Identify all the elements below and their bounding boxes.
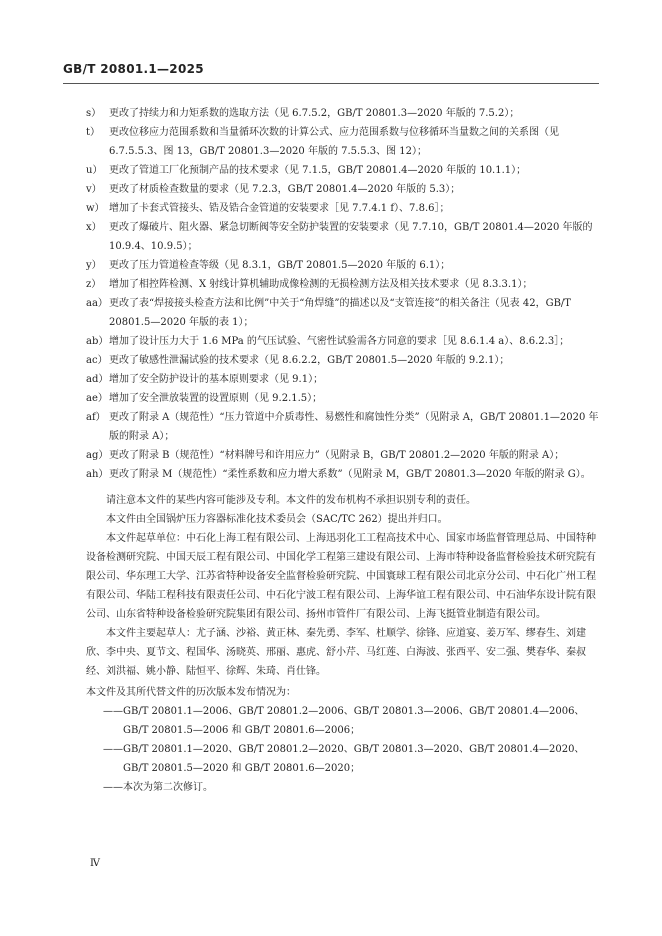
change-marker: aa） <box>86 298 108 309</box>
change-item <box>86 218 600 256</box>
change-marker: x） <box>86 222 102 233</box>
change-text: 更改了持续力和力矩系数的选取方法（见 6.7.5.2，GB/T 20801.3—2020 年版的 7.5.2）； <box>109 108 520 119</box>
change-text: 增加了安全防护设计的基本原则要求（见 9.1）； <box>109 374 324 385</box>
standard-number-header: GB/T 20801.1—2025 <box>63 62 204 76</box>
change-marker: v） <box>86 184 102 195</box>
change-marker: ag） <box>86 450 109 461</box>
change-marker: w） <box>86 203 105 214</box>
change-item <box>86 446 600 465</box>
change-text: 更改了管道工厂化预制产品的技术要求（见 7.1.5，GB/T 20801.4—2020 年版的 10.1.1）； <box>109 165 527 176</box>
change-text: 更改了材质检查数量的要求（见 7.2.3，GB/T 20801.4—2020 年版的 5.3）； <box>109 184 461 195</box>
change-text: 增加了相控阵检测、X 射线计算机辅助成像检测的无损检测方法及相关技术要求（见 8.3.3.1）； <box>109 279 533 290</box>
change-marker: ah） <box>86 469 109 480</box>
change-item <box>86 256 600 275</box>
change-item <box>86 180 600 199</box>
change-text: 更改了表“焊接接头检查方法和比例”中关于“角焊缝”的描述以及“支管连接”的相关备注（见表 42，GB/T 20801.5—2020 年版的表 1）； <box>109 298 571 328</box>
change-text: 更改了爆破片、阻火器、紧急切断阀等安全防护装置的安装要求（见 7.7.10，GB/T 20801.4—2020 年版的 10.9.4、10.9.5）； <box>109 222 593 252</box>
version-history <box>63 683 600 797</box>
change-text: 更改了附录 M（规范性）“柔性系数和应力增大系数”（见附录 M，GB/T 20801.3—2020 年版的附录 G）。 <box>109 469 591 480</box>
patent-notice: 请注意本文件的某些内容可能涉及专利。本文件的发布机构不承担识别专利的责任。 <box>106 495 476 506</box>
change-marker: s） <box>86 108 102 119</box>
change-marker: t） <box>86 127 101 138</box>
change-item <box>86 351 600 370</box>
change-text: 更改了敏感性泄漏试验的技术要求（见 8.6.2.2，GB/T 20801.5—2020 年版的 9.2.1）； <box>109 355 510 366</box>
change-item <box>86 161 600 180</box>
change-marker: ad） <box>86 374 109 385</box>
history-entry: ——本次为第二次修订。 <box>103 782 213 793</box>
change-item <box>86 332 600 351</box>
change-text: 增加了卡套式管接头、锆及锆合金管道的安装要求［见 7.7.4.1 f）、7.8.6］； <box>109 203 450 214</box>
change-text: 更改了附录 A（规范性）“压力管道中介质毒性、易燃性和腐蚀性分类”（见附录 A，GB/T 20801.1—2020 年版的附录 A）； <box>109 412 599 442</box>
change-item <box>86 465 600 484</box>
change-item <box>86 123 600 161</box>
change-text: 增加了设计压力大于 1.6 MPa 的气压试验、气密性试验需各方同意的要求［见 8.6.1.4 a）、8.6.2.3］； <box>109 336 570 347</box>
change-list <box>86 104 600 484</box>
change-item <box>86 199 600 218</box>
history-entry: ——GB/T 20801.1—2020、GB/T 20801.2—2020、GB/T 20801.3—2020、GB/T 20801.4—2020、GB/T 20801.5—2020 和 GB/T 20801.6—2020； <box>103 744 585 774</box>
change-marker: ab） <box>86 336 109 347</box>
change-marker: af） <box>86 412 106 423</box>
change-text: 更改位移应力范围系数和当量循环次数的计算公式、应力范围系数与位移循环当量数之间的关系图（见 6.7.5.5.3、图 13，GB/T 20801.3—2020 年版的 7.5.5.3、图 12）； <box>109 127 559 157</box>
change-item <box>86 408 600 446</box>
change-item <box>86 294 600 332</box>
change-item <box>86 275 600 294</box>
change-marker: y） <box>86 260 102 271</box>
proposer-paragraph: 本文件由全国锅炉压力容器标准化技术委员会（SAC/TC 262）提出并归口。 <box>106 514 448 525</box>
change-marker: u） <box>86 165 103 176</box>
change-item <box>86 104 600 123</box>
page-number: Ⅳ <box>90 858 100 869</box>
change-text: 更改了附录 B（规范性）“材料牌号和许用应力”（见附录 B，GB/T 20801.2—2020 年版的附录 A）； <box>109 450 565 461</box>
change-marker: ae） <box>86 393 108 404</box>
change-text: 增加了安全泄放装置的设置原则（见 9.2.1.5）； <box>109 393 323 404</box>
change-item <box>86 389 600 408</box>
history-entry: ——GB/T 20801.1—2006、GB/T 20801.2—2006、GB/T 20801.3—2006、GB/T 20801.4—2006、GB/T 20801.5—2006 和 GB/T 20801.6—2006； <box>103 706 585 736</box>
history-intro: 本文件及其所代替文件的历次版本发布情况为： <box>86 687 296 698</box>
change-item <box>86 370 600 389</box>
drafters-paragraph: 本文件主要起草人：尤子涵、沙裕、黄正林、秦先勇、李军、杜顺学、徐锋、应道宴、姜万军、缪春生、刘建欣、李中央、夏节文、程国华、汤晓英、邢丽、惠虎、舒小芹、马红莲、白海波、张西平、安二强、樊春华、秦叔经、刘洪福、姚小静、陆恒平、徐辉、朱琦、肖仕锋。 <box>86 628 586 677</box>
drafting-units-paragraph: 本文件起草单位：中石化上海工程有限公司、上海迅羽化工工程高技术中心、国家市场监督管理总局、中国特种设备检测研究院、中国天辰工程有限公司、中国化学工程第三建设有限公司、上海市特种设备监督检验技术研究院有限公司、华东理工大学、江苏省特种设备安全监督检验研究院、中国寰球工程有限公司北京分公司、中石化广州工程有限公司、华陆工程科技有限责任公司、中石化宁波工程有限公司、上海华谊工程有限公司、中石油华东设计院有限公司、山东省特种设备检验研究院集团有限公司、扬州市管件厂有限公司、上海飞挺管业制造有限公司。 <box>86 533 596 620</box>
foreword-paragraphs <box>86 491 600 681</box>
header-rule <box>63 83 599 84</box>
change-marker: z） <box>86 279 102 290</box>
change-marker: ac） <box>86 355 108 366</box>
change-text: 更改了压力管道检查等级（见 8.3.1，GB/T 20801.5—2020 年版的 6.1）； <box>109 260 451 271</box>
